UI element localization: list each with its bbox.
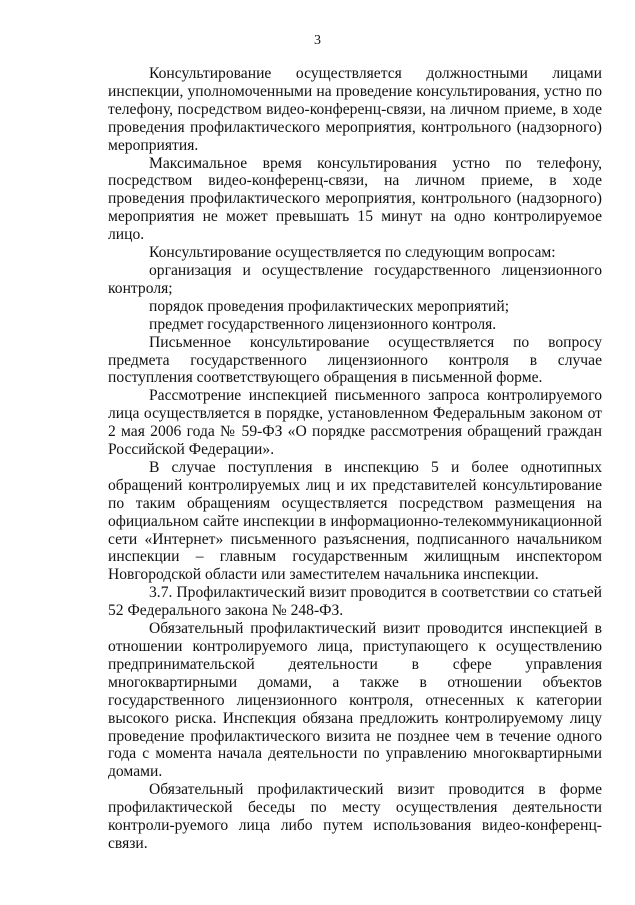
paragraph-max-consulting-time: Максимальное время консультирования устно по телефону, посредством видео-конференц-связи, на личном приеме, в ходе проведения профилактического мероприятия, контрольного (надзорного) мероприятия не может превышать 15 минут на одно контролируемое лицо. [108,154,602,244]
document-body [108,65,602,853]
paragraph-section-3-7: 3.7. Профилактический визит проводится в соответствии со статьей 52 Федерального закона № 248-ФЗ. [108,584,602,620]
paragraph-written-consulting: Письменное консультирование осуществляется по вопросу предмета государственного лицензионного контроля в случае поступления соответствующего обращения в письменной форме. [108,333,602,387]
list-item-subject: предмет государственного лицензионного контроля. [149,315,497,333]
paragraph-consulting-officials: Консультирование осуществляется должностными лицами инспекции, уполномоченными на проведение консультирования, устно по телефону, посредством видео-конференц-связи, на личном приеме, в ходе проведения профилактического мероприятия, контрольного (надзорного) мероприятия. [108,65,602,154]
paragraph-mandatory-visit: Обязательный профилактический визит проводится инспекцией в отношении контролируемого лица, приступающего к осуществлению предпринимательской деятельности в сфере управления многоквартирными домами, а также в отношении объектов государственного лицензионного контроля, отнесенных к категории высокого риска. Инспекция обязана предложить контролируемому лицу проведение профилактического визита не позднее чем в течение одного года с момента начала деятельности по управлению многоквартирными домами. [108,620,602,781]
paragraph-visit-form: Обязательный профилактический визит проводится в форме профилактической беседы по месту осуществления деятельности контроли-руемого лица либо путем использования видео-конференц-связи. [108,781,602,852]
paragraph-similar-requests: В случае поступления в инспекцию 5 и более однотипных обращений контролируемых лиц и их представителей консультирование по таким обращениям осуществляется посредством размещения на официальном сайте инспекции в информационно-телекоммуникационной сети «Интернет» письменного разъяснения, подписанного начальником инспекции – главным государственным жилищным инспектором Новгородской области или заместителем начальника инспекции. [108,458,602,584]
list-item-procedure: порядок проведения профилактических мероприятий; [149,297,510,315]
paragraph-written-request-review: Рассмотрение инспекцией письменного запроса контролируемого лица осуществляется в порядке, установленном Федеральным законом от 2 мая 2006 года № 59-ФЗ «О порядке рассмотрения обращений граждан Российской Федерации». [108,387,602,459]
paragraph-consulting-topics-intro: Консультирование осуществляется по следующим вопросам: [149,244,556,262]
page-number: 3 [314,33,321,48]
list-item-organization: организация и осуществление государственного лицензионного контроля; [108,261,602,297]
